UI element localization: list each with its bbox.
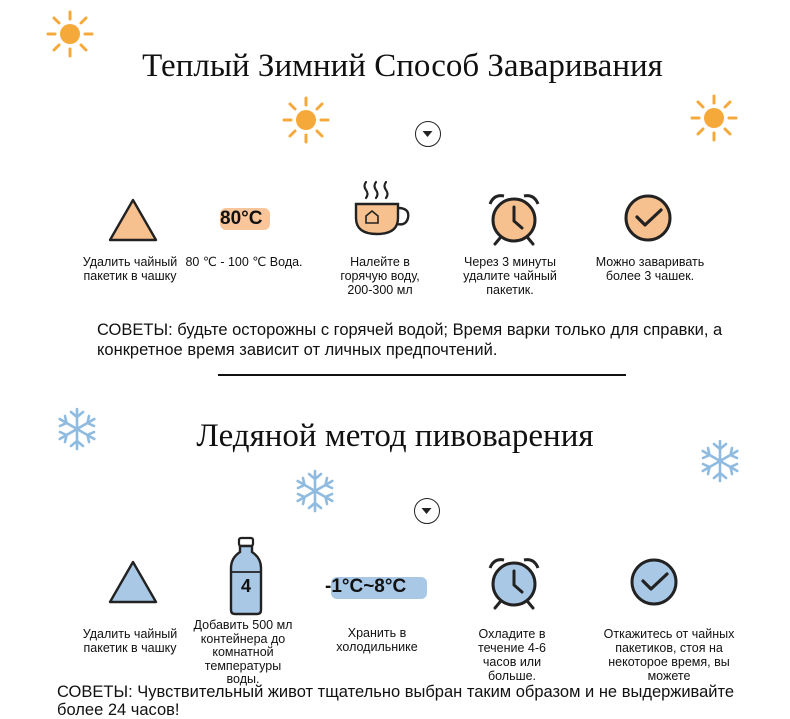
check-circle-icon [620,190,676,246]
warm-step-5-caption: Можно заваривать более 3 чашек. [595,255,705,283]
chevron-down-icon[interactable] [415,121,441,147]
cold-step-2-caption: Добавить 500 мл контейнера до комнатной температуры воды. [193,618,293,686]
sun-icon [688,92,740,144]
divider [218,374,626,376]
alarm-clock-icon [484,190,544,248]
warm-section-title: Теплый Зимний Способ Заваривания [142,48,663,84]
warm-tips: СОВЕТЫ: будьте осторожны с горячей водой; Время варки только для справки, а конкретное время зависит от личных предпочтений. [97,321,723,359]
sun-icon [280,94,332,146]
cold-step-4-caption: Охладите в течение 4-6 часов или больше. [478,627,546,683]
cold-step-3-caption: Хранить в холодильнике [336,626,418,654]
alarm-clock-icon [484,554,544,612]
snowflake-icon [292,468,338,514]
warm-step-2-caption: 80 ℃ - 100 ℃ Вода. [185,255,303,269]
thermometer-80-icon [214,204,276,236]
triangle-teabag-icon [106,196,160,246]
check-circle-icon [626,554,682,610]
cold-step-5-caption: Откажитесь от чайных пакетиков, стоя на некоторое время, вы можете [603,627,735,683]
warm-step-4-caption: Через 3 минуты удалите чайный пакетик. [463,255,557,297]
bottle-label: 4 [240,576,251,596]
hot-cup-icon [352,182,414,244]
temp-badge-warm: 80°C [220,208,263,229]
water-bottle-icon [226,536,266,616]
warm-step-3-caption: Налейте в горячую воду, 200-300 мл [340,255,420,297]
chevron-down-icon[interactable] [414,498,440,524]
warm-step-1-caption: Удалить чайный пакетик в чашку [82,255,178,283]
cold-tips: СОВЕТЫ: Чувствительный живот тщательно выбран таким образом и не выдерживайте более 24 часов! [57,683,735,719]
triangle-teabag-icon [106,558,160,608]
temp-badge-cold: -1°C~8°C [325,576,407,597]
cold-step-1-caption: Удалить чайный пакетик в чашку [82,627,178,655]
cold-section-title: Ледяной метод пивоварения [196,418,594,454]
fridge-temp-icon [323,574,435,604]
